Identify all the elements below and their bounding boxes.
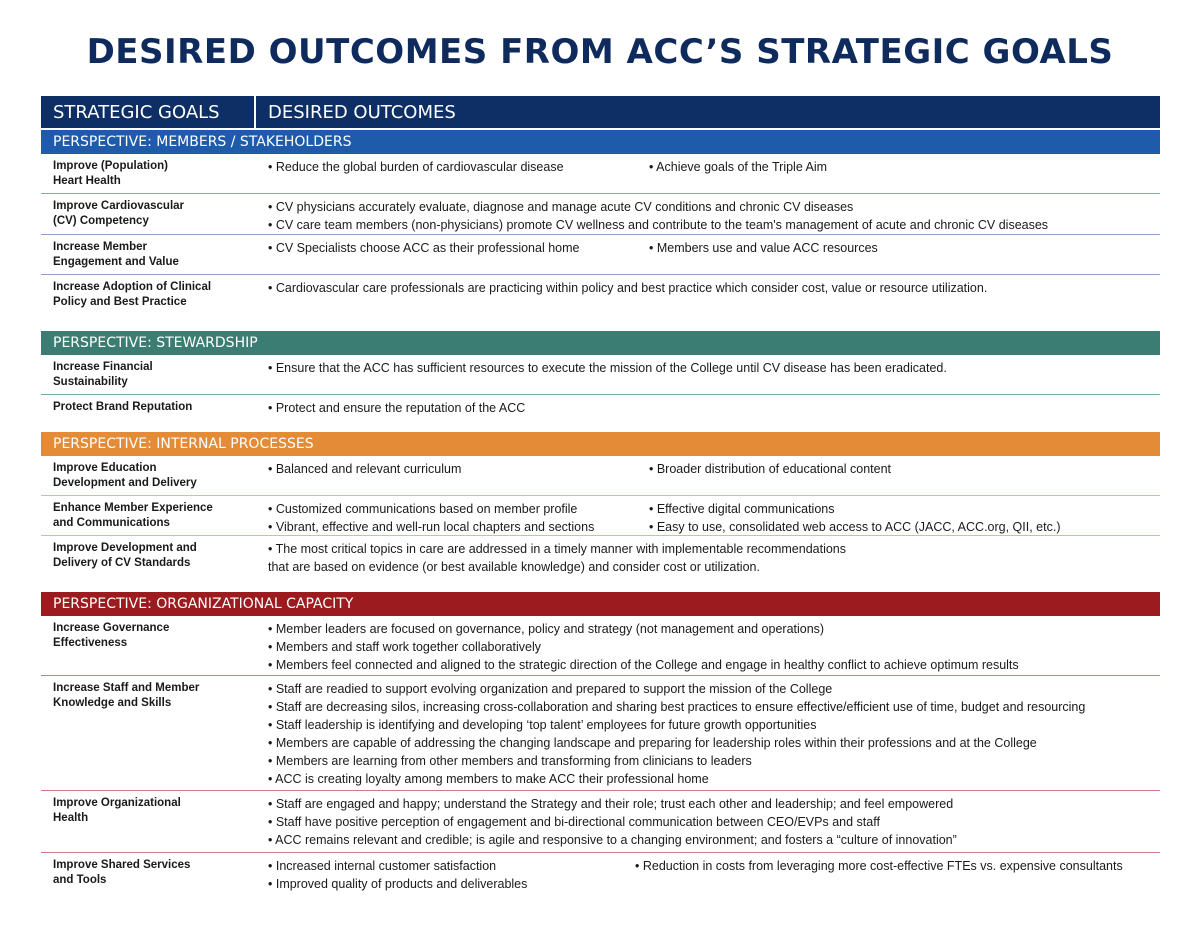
outcome-item: • Easy to use, consolidated web access to ACC (JACC, ACC.org, QII, etc.) bbox=[649, 520, 1061, 534]
section-gap bbox=[41, 576, 1160, 592]
goal-label bbox=[41, 275, 256, 315]
outcomes-cell bbox=[256, 676, 1160, 790]
table-row bbox=[41, 676, 1160, 791]
outcome-item: • CV Specialists choose ACC as their professional home bbox=[268, 241, 580, 255]
outcome-line bbox=[268, 857, 1160, 875]
outcome-line bbox=[268, 158, 1160, 176]
outcomes-cell bbox=[256, 235, 1160, 274]
table-row bbox=[41, 395, 1160, 416]
outcome-line: • Protect and ensure the reputation of the ACC bbox=[268, 401, 526, 415]
section-internal-processes: PERSPECTIVE: INTERNAL PROCESSES bbox=[41, 432, 1160, 456]
outcome-line: • Staff leadership is identifying and developing ‘top talent’ employees for future growth opportunities bbox=[268, 718, 817, 732]
outcome-line: • Staff are engaged and happy; understand the Strategy and their role; trust each other and leadership; and feel empowered bbox=[268, 797, 954, 811]
outcome-line: that are based on evidence (or best available knowledge) and consider cost or utilization. bbox=[268, 560, 760, 574]
outcomes-cell bbox=[256, 456, 1160, 495]
outcomes-table bbox=[41, 96, 1160, 897]
outcome-line: • ACC is creating loyalty among members to make ACC their professional home bbox=[268, 772, 709, 786]
goal-label bbox=[41, 791, 256, 852]
table-row bbox=[41, 496, 1160, 536]
goal-label bbox=[41, 853, 256, 897]
table-row bbox=[41, 355, 1160, 395]
table-row bbox=[41, 154, 1160, 194]
goal-text: Protect Brand Reputation bbox=[53, 401, 193, 413]
table-row bbox=[41, 853, 1160, 897]
goal-text: Increase Adoption of Clinical Policy and Best Practice bbox=[53, 281, 212, 308]
header-strategic-goals: STRATEGIC GOALS bbox=[41, 96, 256, 128]
outcome-item: • Members use and value ACC resources bbox=[649, 241, 878, 255]
section-members: PERSPECTIVE: MEMBERS / STAKEHOLDERS bbox=[41, 130, 1160, 154]
table-row bbox=[41, 275, 1160, 315]
outcome-item: • Customized communications based on member profile bbox=[268, 502, 578, 516]
goal-text: Improve Shared Services and Tools bbox=[53, 859, 191, 886]
outcome-item: • Balanced and relevant curriculum bbox=[268, 462, 462, 476]
outcome-item: • Reduce the global burden of cardiovascular disease bbox=[268, 160, 564, 174]
outcome-line: • Members feel connected and aligned to the strategic direction of the College and engage in healthy conflict to achieve optimum results bbox=[268, 658, 1019, 672]
outcomes-cell bbox=[256, 194, 1160, 234]
header-desired-outcomes: DESIRED OUTCOMES bbox=[268, 101, 456, 123]
section-gap bbox=[41, 416, 1160, 432]
goal-label bbox=[41, 456, 256, 495]
outcome-line: • Members are learning from other members and transforming from clinicians to leaders bbox=[268, 754, 752, 768]
outcomes-cell bbox=[256, 395, 1160, 416]
page-title: DESIRED OUTCOMES FROM ACC’S STRATEGIC GOALS bbox=[86, 32, 1114, 72]
outcomes-cell bbox=[256, 791, 1160, 852]
outcome-line: • Staff are decreasing silos, increasing cross-collaboration and sharing best practices to ensure effective/efficient use of time, budget and resourcing bbox=[268, 700, 1086, 714]
table-row bbox=[41, 194, 1160, 235]
outcome-line: • Staff have positive perception of engagement and bi-directional communication between CEO/EVPs and staff bbox=[268, 815, 880, 829]
outcome-line: • ACC remains relevant and credible; is agile and responsive to a changing environment; and fosters a “culture of innovation” bbox=[268, 833, 957, 847]
outcome-line: • Improved quality of products and deliverables bbox=[268, 877, 528, 891]
outcomes-cell bbox=[256, 154, 1160, 193]
outcome-line: • Ensure that the ACC has sufficient resources to execute the mission of the College until CV disease has been eradicated. bbox=[268, 361, 947, 375]
goal-text: Increase Governance Effectiveness bbox=[53, 622, 170, 649]
outcome-line bbox=[268, 239, 1160, 257]
outcomes-cell bbox=[256, 275, 1160, 315]
section-organizational-capacity: PERSPECTIVE: ORGANIZATIONAL CAPACITY bbox=[41, 592, 1160, 616]
outcome-item: • Increased internal customer satisfaction bbox=[268, 859, 497, 873]
outcome-line: • Member leaders are focused on governance, policy and strategy (not management and operations) bbox=[268, 622, 825, 636]
table-row bbox=[41, 536, 1160, 576]
table-row bbox=[41, 791, 1160, 853]
section-stewardship: PERSPECTIVE: STEWARDSHIP bbox=[41, 331, 1160, 355]
outcomes-cell bbox=[256, 853, 1160, 897]
outcome-line: • Staff are readied to support evolving organization and prepared to support the mission of the College bbox=[268, 682, 833, 696]
outcome-item: • Vibrant, effective and well-run local chapters and sections bbox=[268, 520, 595, 534]
outcome-line: • Members are capable of addressing the changing landscape and preparing for leadership roles within their professions and at the College bbox=[268, 736, 1037, 750]
outcome-line bbox=[268, 500, 1160, 518]
table-header bbox=[41, 96, 1160, 128]
goal-label bbox=[41, 194, 256, 234]
goal-text: Increase Financial Sustainability bbox=[53, 361, 153, 388]
outcome-line: • CV physicians accurately evaluate, diagnose and manage acute CV conditions and chronic CV diseases bbox=[268, 200, 854, 214]
goal-text: Improve Education Development and Delivery bbox=[53, 462, 197, 489]
goal-text: Improve Organizational Health bbox=[53, 797, 181, 824]
goal-label bbox=[41, 496, 256, 535]
goal-label bbox=[41, 676, 256, 790]
table-row bbox=[41, 456, 1160, 496]
goal-text: Enhance Member Experience and Communications bbox=[53, 502, 213, 529]
goal-label bbox=[41, 154, 256, 193]
outcomes-cell bbox=[256, 496, 1160, 535]
outcome-item: • Effective digital communications bbox=[649, 502, 835, 516]
outcome-line: • The most critical topics in care are addressed in a timely manner with implementable recommendations bbox=[268, 542, 847, 556]
outcomes-cell bbox=[256, 536, 1160, 576]
outcomes-cell bbox=[256, 616, 1160, 675]
goal-text: Improve Cardiovascular (CV) Competency bbox=[53, 200, 185, 227]
goal-text: Increase Staff and Member Knowledge and Skills bbox=[53, 682, 200, 709]
section-gap bbox=[41, 315, 1160, 331]
outcome-line bbox=[268, 460, 1160, 478]
goal-text: Improve Development and Delivery of CV Standards bbox=[53, 542, 197, 569]
goal-label bbox=[41, 395, 256, 416]
outcome-line: • CV care team members (non-physicians) promote CV wellness and contribute to the team's management of acute and chronic CV diseases bbox=[268, 218, 1049, 232]
table-row bbox=[41, 616, 1160, 676]
goal-text: Improve (Population) Heart Health bbox=[53, 160, 168, 187]
goal-label bbox=[41, 355, 256, 394]
outcome-item: • Reduction in costs from leveraging more cost-effective FTEs vs. expensive consultants bbox=[635, 859, 1123, 873]
outcome-line: • Cardiovascular care professionals are practicing within policy and best practice which consider cost, value or resource utilization. bbox=[268, 281, 988, 295]
goal-label bbox=[41, 616, 256, 675]
goal-label bbox=[41, 536, 256, 576]
outcome-item: • Achieve goals of the Triple Aim bbox=[649, 160, 828, 174]
outcome-line bbox=[268, 518, 1160, 536]
outcomes-cell bbox=[256, 355, 1160, 394]
table-row bbox=[41, 235, 1160, 275]
outcome-item: • Broader distribution of educational content bbox=[649, 462, 892, 476]
goal-text: Increase Member Engagement and Value bbox=[53, 241, 179, 268]
outcome-line: • Members and staff work together collaboratively bbox=[268, 640, 542, 654]
goal-label bbox=[41, 235, 256, 274]
